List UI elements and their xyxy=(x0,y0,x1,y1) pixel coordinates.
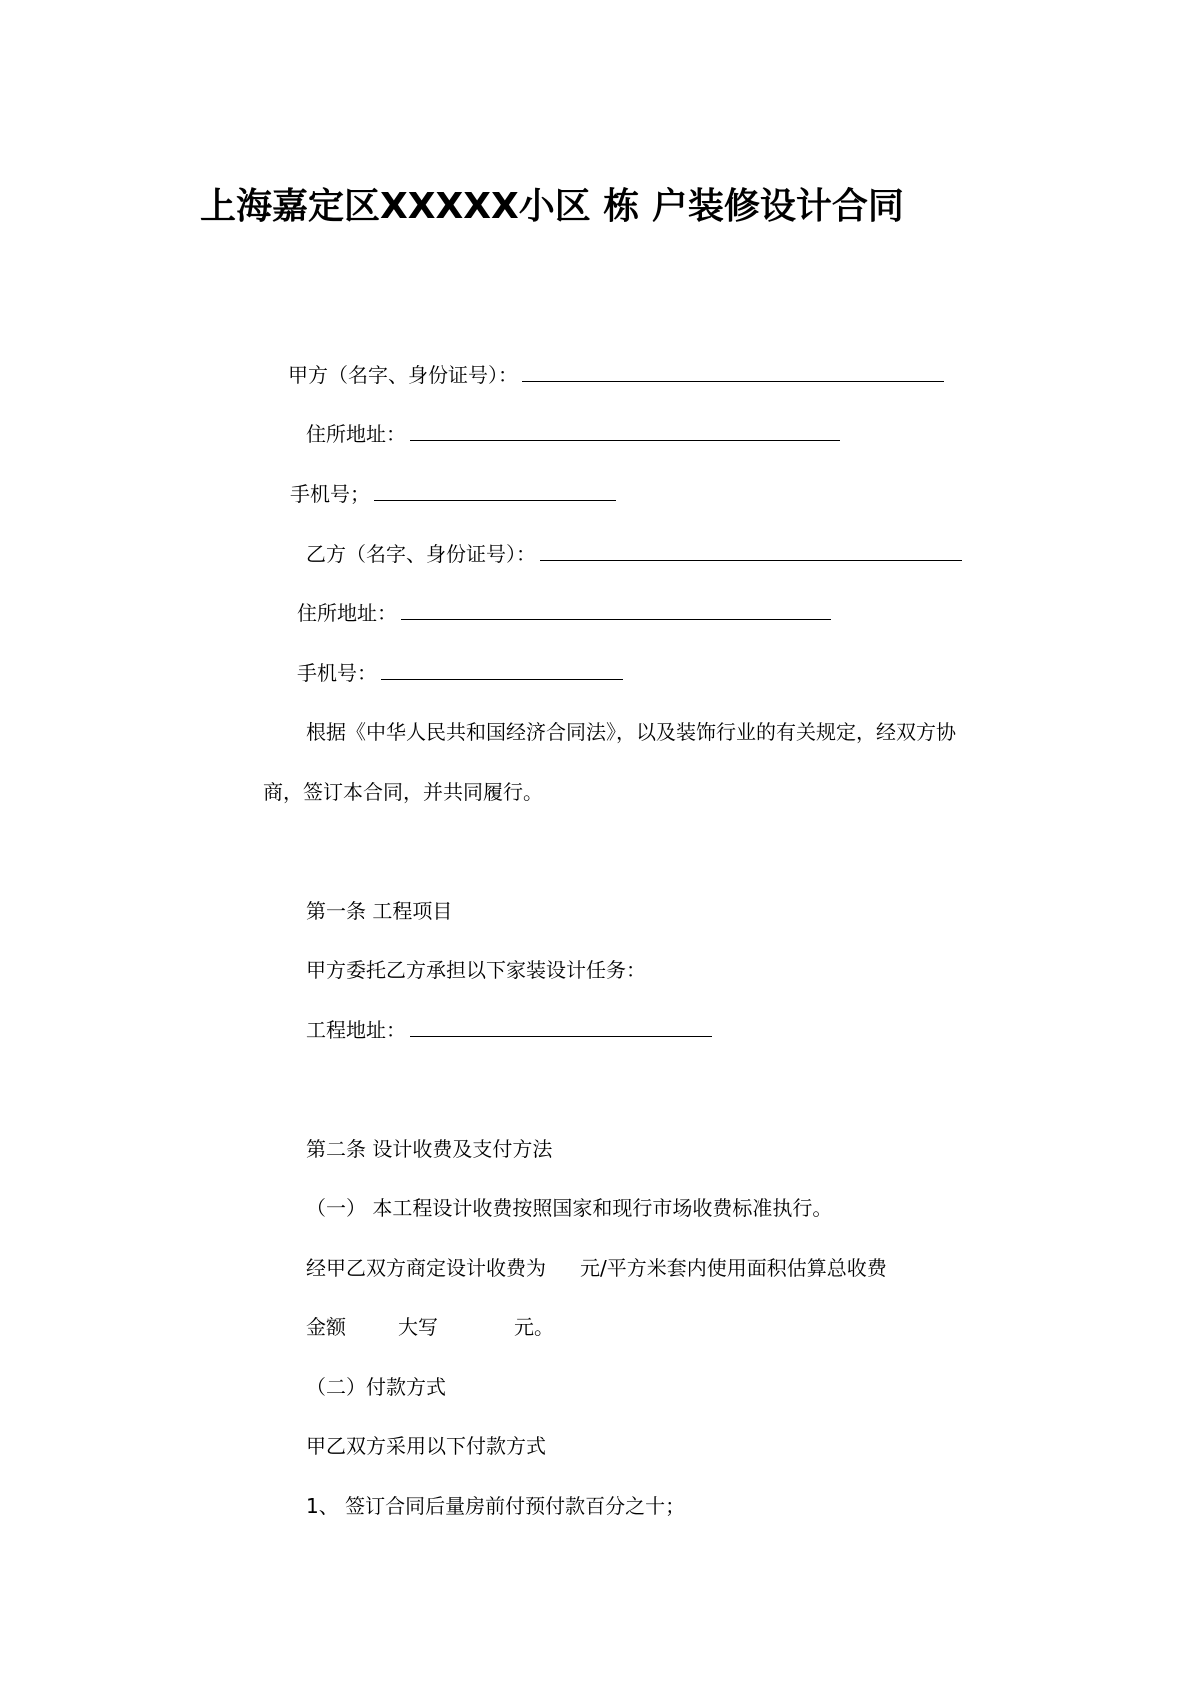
document-title: 上海嘉定区XXXXX小区 栋 户装修设计合同 xyxy=(200,186,904,227)
design-fee-text-2: 元/平方米套内使用面积估算总收费 xyxy=(580,1256,887,1280)
article-2-heading: 第二条 设计收费及支付方法 xyxy=(306,1137,553,1161)
article-2-item-2: （二）付款方式 xyxy=(306,1375,446,1399)
party-b-address-blank[interactable] xyxy=(401,599,831,620)
party-b-address-label: 住所地址： xyxy=(297,601,397,625)
uppercase-label: 大写 xyxy=(398,1315,438,1339)
party-a-address-label: 住所地址： xyxy=(306,422,406,446)
amount-line xyxy=(306,1313,554,1341)
party-a-line xyxy=(288,361,944,389)
payment-intro: 甲乙双方采用以下付款方式 xyxy=(306,1434,546,1458)
preamble-line-2: 商，签订本合同，并共同履行。 xyxy=(263,780,543,804)
payment-item-1: 1、 签订合同后量房前付预付款百分之十； xyxy=(306,1494,686,1518)
party-a-label: 甲方（名字、身份证号）： xyxy=(288,363,518,387)
article-1-heading: 第一条 工程项目 xyxy=(306,899,453,923)
project-address-line xyxy=(306,1016,712,1044)
party-b-phone-blank[interactable] xyxy=(381,659,623,680)
party-a-phone-blank[interactable] xyxy=(374,480,616,501)
design-fee-line xyxy=(306,1254,887,1282)
party-b-line xyxy=(306,540,962,568)
party-a-address-blank[interactable] xyxy=(410,420,840,441)
party-a-phone-label: 手机号； xyxy=(290,482,370,506)
party-b-phone-label: 手机号： xyxy=(297,661,377,685)
preamble-line-1: 根据《中华人民共和国经济合同法》，以及装饰行业的有关规定，经双方协 xyxy=(306,720,956,744)
party-b-address-line xyxy=(297,599,831,627)
party-b-phone-line xyxy=(297,659,623,687)
article-1-text: 甲方委托乙方承担以下家装设计任务： xyxy=(306,958,646,982)
party-a-address-line xyxy=(306,420,840,448)
party-a-phone-line xyxy=(290,480,616,508)
party-b-label: 乙方（名字、身份证号）： xyxy=(306,542,536,566)
design-fee-text-1: 经甲乙双方商定设计收费为 xyxy=(306,1256,546,1280)
article-2-item-1: （一） 本工程设计收费按照国家和现行市场收费标准执行。 xyxy=(306,1196,833,1220)
project-address-label: 工程地址： xyxy=(306,1018,406,1042)
yuan-label: 元。 xyxy=(514,1315,554,1339)
party-a-name-blank[interactable] xyxy=(522,361,944,382)
party-b-name-blank[interactable] xyxy=(540,540,962,561)
amount-label: 金额 xyxy=(306,1315,346,1339)
project-address-blank[interactable] xyxy=(410,1016,712,1037)
